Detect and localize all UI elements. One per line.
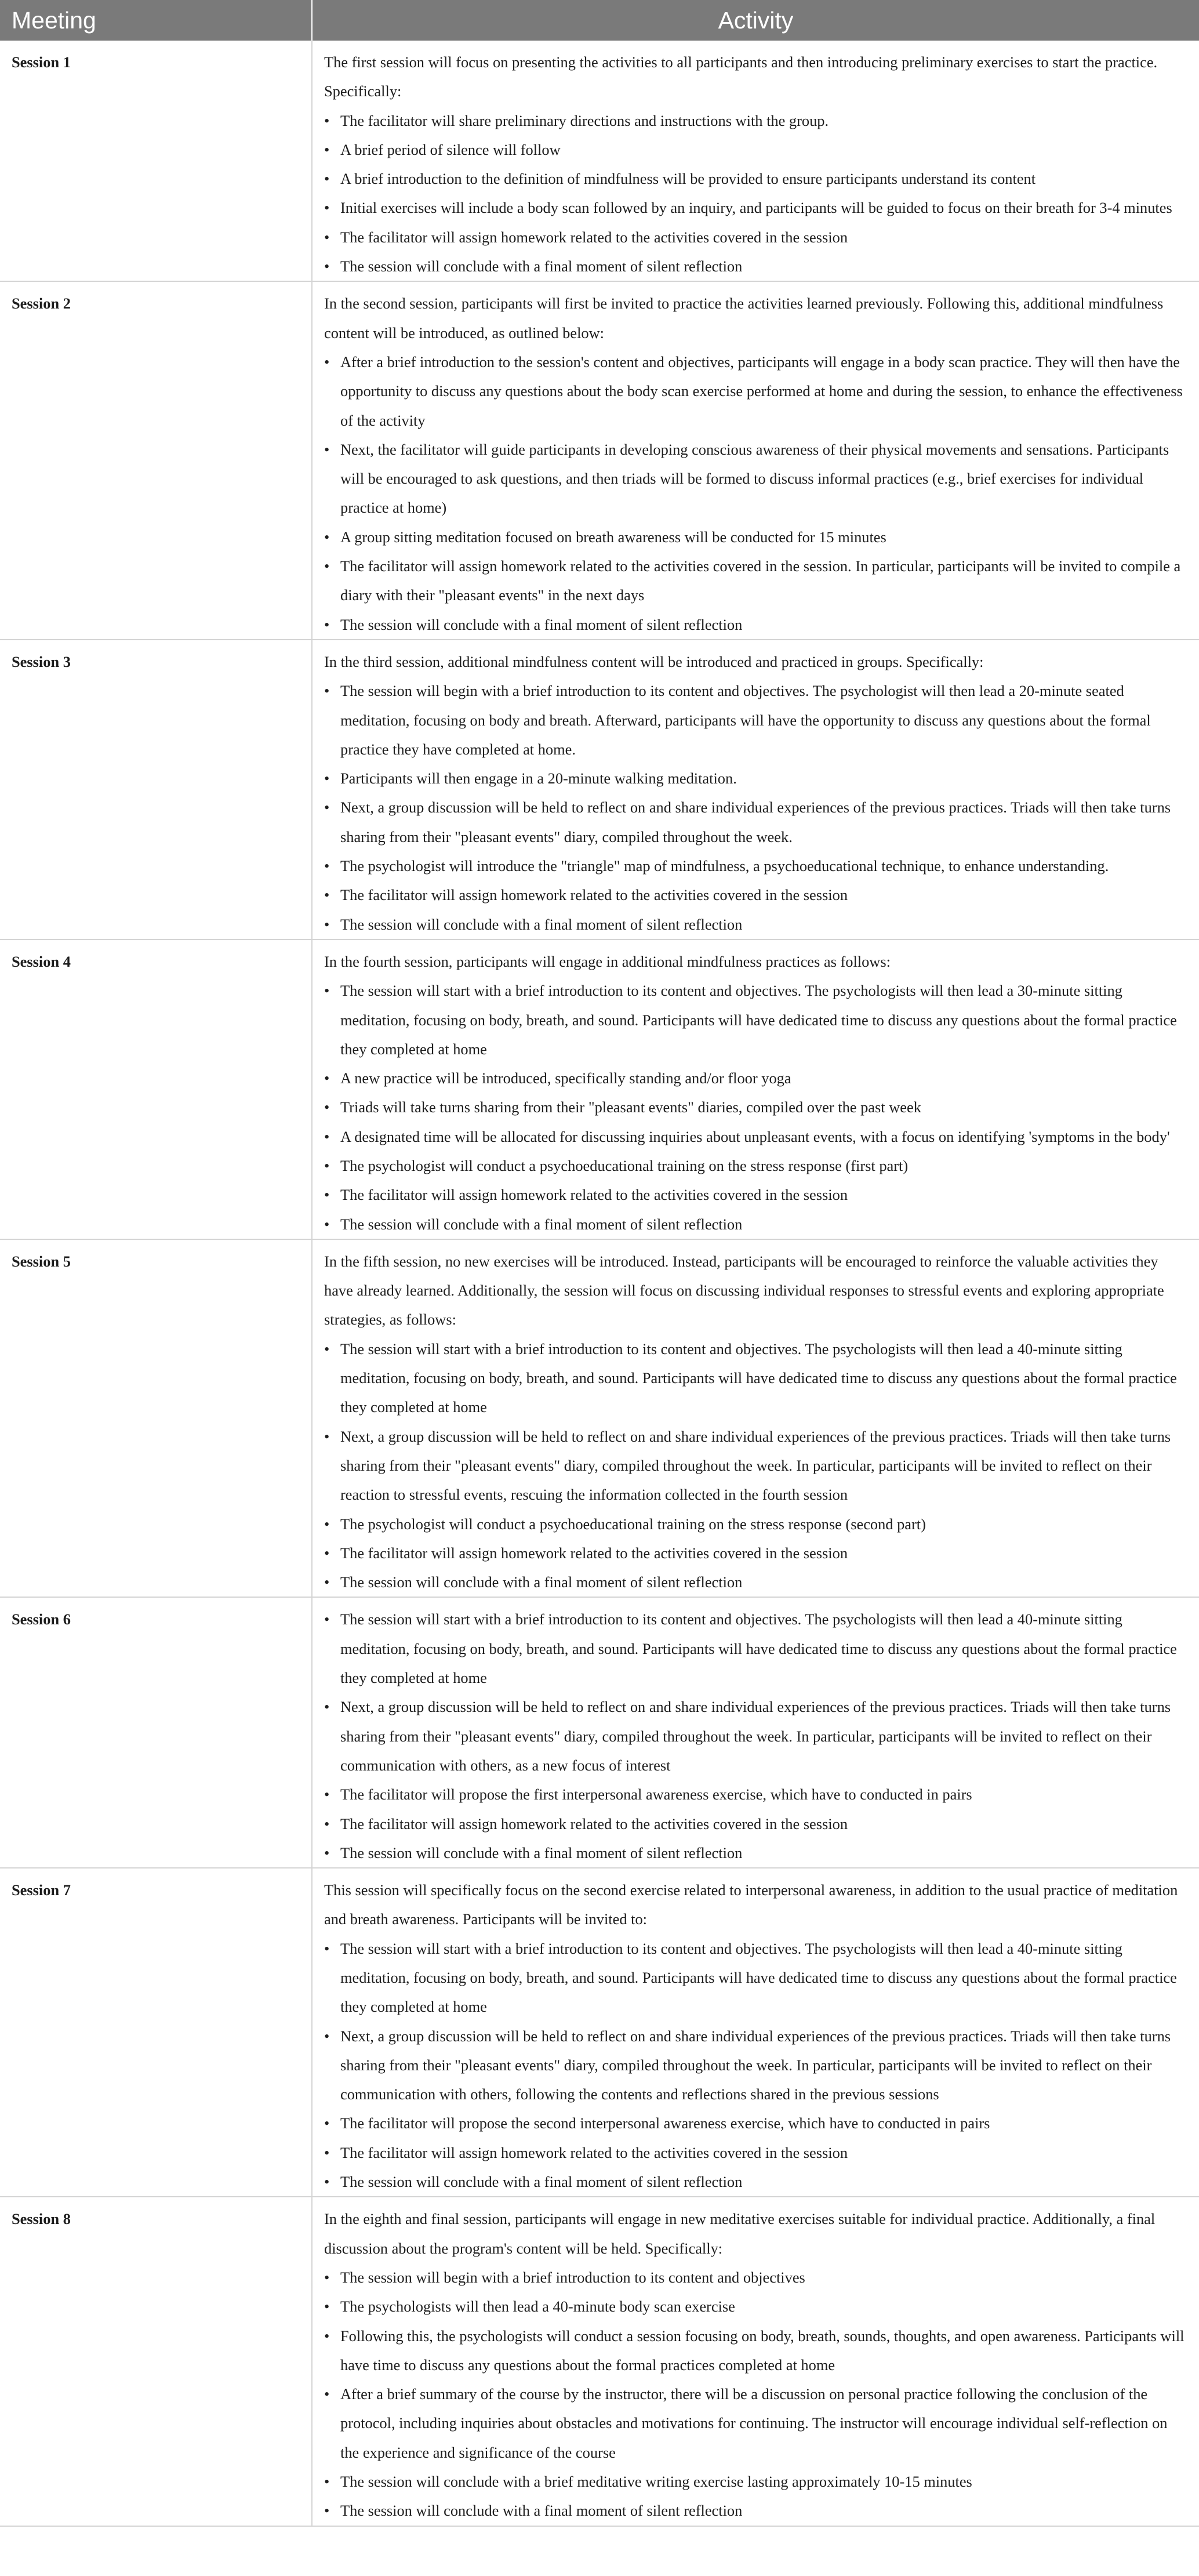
activity-bullet-item: • The session will conclude with a final moment of silent reflection (324, 1838, 1187, 1867)
activity-intro: In the fifth session, no new exercises will be introduced. Instead, participants will be encouraged to reinforce the valuable activities they have already learned. Additionally, the session will focus on discussing individual responses to stressful events and exploring appropriate strategies, as follows: (324, 1252, 1164, 1329)
table-row (0, 640, 1199, 939)
activity-bullet-item: • Next, a group discussion will be held to reflect on and share individual experiences of the previous practices. Triads will then take turns sharing from their "pleasant events" diary, compiled throughout the week. In particular, participants will be invited to reflect on their reaction to stressful events, rescuing the information collected in the fourth session (324, 1422, 1187, 1510)
activity-bullet-item: • A new practice will be introduced, specifically standing and/or floor yoga (324, 1064, 1187, 1093)
activity-bullet-item: • The session will conclude with a final moment of silent reflection (324, 2167, 1187, 2196)
activity-cell (312, 1597, 1199, 1868)
table-row (0, 939, 1199, 1239)
activity-bullet-item: • A brief introduction to the definition of mindfulness will be provided to ensure participants understand its content (324, 164, 1187, 193)
activity-bullet-item: • The session will conclude with a final moment of silent reflection (324, 252, 1187, 281)
meeting-cell: Session 6 (0, 1597, 312, 1868)
activity-bullet-item: • Next, a group discussion will be held to reflect on and share individual experiences of the previous practices. Triads will then take turns sharing from their "pleasant events" diary, compiled throughout the week. In particular, participants will be invited to reflect on their communication with others, as a new focus of interest (324, 1692, 1187, 1780)
activity-bullet-item: • The session will conclude with a final moment of silent reflection (324, 610, 1187, 639)
activity-bullet-item: • The session will conclude with a final moment of silent reflection (324, 1568, 1187, 1597)
activity-bullet-item: • The session will start with a brief introduction to its content and objectives. The psychologists will then lead a 40-minute sitting meditation, focusing on body, breath, and sound. Participants will have dedicated time to discuss any questions about the formal practice they completed at home (324, 1934, 1187, 2022)
meeting-cell: Session 7 (0, 1868, 312, 2197)
activity-bullet-item: • The psychologist will conduct a psychoeducational training on the stress response (first part) (324, 1151, 1187, 1180)
activity-cell (312, 2197, 1199, 2526)
activity-bullet-list (324, 976, 1187, 1239)
activity-bullet-item: • The facilitator will share preliminary directions and instructions with the group. (324, 106, 1187, 135)
table-body (0, 41, 1199, 2526)
activity-intro: In the fourth session, participants will engage in additional mindfulness practices as follows: (324, 952, 891, 970)
meeting-cell: Session 2 (0, 281, 312, 640)
activity-bullet-item: • The psychologist will conduct a psychoeducational training on the stress response (second part) (324, 1510, 1187, 1539)
activity-bullet-item: • The session will conclude with a final moment of silent reflection (324, 1210, 1187, 1239)
activity-bullet-item: • The session will conclude with a final moment of silent reflection (324, 910, 1187, 939)
table-row (0, 41, 1199, 281)
activity-intro: In the third session, additional mindfulness content will be introduced and practiced in groups. Specifically: (324, 652, 984, 670)
activity-bullet-item: • The session will start with a brief introduction to its content and objectives. The psychologists will then lead a 40-minute sitting meditation, focusing on body, breath, and sound. Participants will have dedicated time to discuss any questions about the formal practice they completed at home (324, 1334, 1187, 1422)
activity-bullet-item: • The psychologist will introduce the "triangle" map of mindfulness, a psychoeducational technique, to enhance understanding. (324, 851, 1187, 880)
activity-bullet-item: • A group sitting meditation focused on breath awareness will be conducted for 15 minutes (324, 523, 1187, 552)
activity-bullet-item: • The session will begin with a brief introduction to its content and objectives. The psychologist will then lead a 20-minute seated meditation, focusing on body and breath. Afterward, participants will have the opportunity to discuss any questions about the formal practice they have completed at home. (324, 676, 1187, 764)
activity-cell (312, 1868, 1199, 2197)
activity-bullet-item: • The facilitator will assign homework related to the activities covered in the session. In particular, participants will be invited to compile a diary with their "pleasant events" in the next days (324, 552, 1187, 610)
activity-bullet-item: • The facilitator will assign homework related to the activities covered in the session (324, 223, 1187, 252)
activity-bullet-item: • The facilitator will propose the first interpersonal awareness exercise, which have to conducted in pairs (324, 1780, 1187, 1809)
activity-bullet-item: • The session will start with a brief introduction to its content and objectives. The psychologists will then lead a 30-minute sitting meditation, focusing on body, breath, and sound. Participants will have dedicated time to discuss any questions about the formal practice they completed at home (324, 976, 1187, 1064)
activity-bullet-list (324, 676, 1187, 939)
meeting-column-header: Meeting (0, 0, 312, 41)
activity-intro: In the second session, participants will first be invited to practice the activities learned previously. Following this, additional mindfulness content will be introduced, as outlined below: (324, 295, 1164, 342)
activity-bullet-item: • After a brief summary of the course by the instructor, there will be a discussion on personal practice following the conclusion of the protocol, including inquiries about obstacles and motivations for continuing. The instructor will encourage individual self-reflection on the experience and significance of the course (324, 2379, 1187, 2467)
activity-bullet-item: • A brief period of silence will follow (324, 135, 1187, 164)
activity-bullet-item: • After a brief introduction to the session's content and objectives, participants will engage in a body scan practice. They will then have the opportunity to discuss any questions about the body scan exercise performed at home and during the session, to enhance the effectiveness of the activity (324, 347, 1187, 435)
activity-cell (312, 640, 1199, 939)
activity-bullet-list (324, 106, 1187, 281)
activity-bullet-item: • The psychologists will then lead a 40-minute body scan exercise (324, 2292, 1187, 2321)
activity-bullet-item: • A designated time will be allocated for discussing inquiries about unpleasant events, with a focus on identifying 'symptoms in the body' (324, 1122, 1187, 1151)
activity-cell (312, 1239, 1199, 1598)
activity-bullet-list (324, 1605, 1187, 1867)
activity-bullet-list (324, 347, 1187, 639)
activity-intro: In the eighth and final session, participants will engage in new meditative exercises suitable for individual practice. Additionally, a final discussion about the program's content will be held. Specifically: (324, 2210, 1156, 2257)
activity-bullet-item: • Triads will take turns sharing from their "pleasant events" diaries, compiled over the past week (324, 1093, 1187, 1122)
table-row (0, 1868, 1199, 2197)
activity-bullet-item: • The session will begin with a brief introduction to its content and objectives (324, 2263, 1187, 2292)
activity-bullet-item: • Participants will then engage in a 20-minute walking meditation. (324, 764, 1187, 793)
activity-bullet-item: • Next, a group discussion will be held to reflect on and share individual experiences of the previous practices. Triads will then take turns sharing from their "pleasant events" diary, compiled throughout the week. In particular, participants will be invited to reflect on their communication with others, following the contents and reflections shared in the previous sessions (324, 2022, 1187, 2109)
activity-intro: This session will specifically focus on the second exercise related to interpersonal awareness, in addition to the usual practice of meditation and breath awareness. Participants will be invited to: (324, 1881, 1178, 1928)
activity-bullet-item: • The facilitator will assign homework related to the activities covered in the session (324, 1539, 1187, 1568)
activity-bullet-item: • Next, the facilitator will guide participants in developing conscious awareness of their physical movements and sensations. Participants will be encouraged to ask questions, and then triads will be formed to discuss informal practices (e.g., brief exercises for individual practice at home) (324, 435, 1187, 523)
activity-cell (312, 939, 1199, 1239)
table-row (0, 1239, 1199, 1598)
meeting-cell: Session 5 (0, 1239, 312, 1598)
table-header (0, 0, 1199, 41)
activity-bullet-list (324, 1934, 1187, 2197)
activity-bullet-item: • The session will start with a brief introduction to its content and objectives. The psychologists will then lead a 40-minute sitting meditation, focusing on body, breath, and sound. Participants will have dedicated time to discuss any questions about the formal practice they completed at home (324, 1605, 1187, 1692)
table-row (0, 281, 1199, 640)
activity-bullet-item: • The facilitator will assign homework related to the activities covered in the session (324, 880, 1187, 909)
activity-cell (312, 41, 1199, 281)
activity-bullet-item: • The facilitator will assign homework related to the activities covered in the session (324, 1180, 1187, 1209)
activity-bullet-list (324, 1334, 1187, 1597)
activity-bullet-item: • Following this, the psychologists will conduct a session focusing on body, breath, sounds, thoughts, and open awareness. Participants will have time to discuss any questions about the formal practices completed at home (324, 2321, 1187, 2380)
activity-column-header: Activity (312, 0, 1199, 41)
activity-cell (312, 281, 1199, 640)
meeting-cell: Session 8 (0, 2197, 312, 2526)
activity-bullet-item: • The facilitator will assign homework related to the activities covered in the session (324, 2138, 1187, 2167)
activity-bullet-item: • Next, a group discussion will be held to reflect on and share individual experiences of the previous practices. Triads will then take turns sharing from their "pleasant events" diary, compiled throughout the week. (324, 793, 1187, 851)
meeting-cell: Session 3 (0, 640, 312, 939)
activity-bullet-item: • The session will conclude with a final moment of silent reflection (324, 2496, 1187, 2525)
activity-bullet-item: • Initial exercises will include a body scan followed by an inquiry, and participants will be guided to focus on their breath for 3-4 minutes (324, 193, 1187, 222)
activity-bullet-item: • The facilitator will assign homework related to the activities covered in the session (324, 1809, 1187, 1838)
meeting-cell: Session 4 (0, 939, 312, 1239)
activity-bullet-item: • The session will conclude with a brief meditative writing exercise lasting approximately 10-15 minutes (324, 2467, 1187, 2496)
table-row (0, 2197, 1199, 2526)
activity-bullet-list (324, 2263, 1187, 2526)
activity-intro: The first session will focus on presenting the activities to all participants and then introducing preliminary exercises to start the practice. Specifically: (324, 53, 1158, 100)
table-row (0, 1597, 1199, 1868)
meeting-cell: Session 1 (0, 41, 312, 281)
activity-bullet-item: • The facilitator will propose the second interpersonal awareness exercise, which have to conducted in pairs (324, 2109, 1187, 2138)
